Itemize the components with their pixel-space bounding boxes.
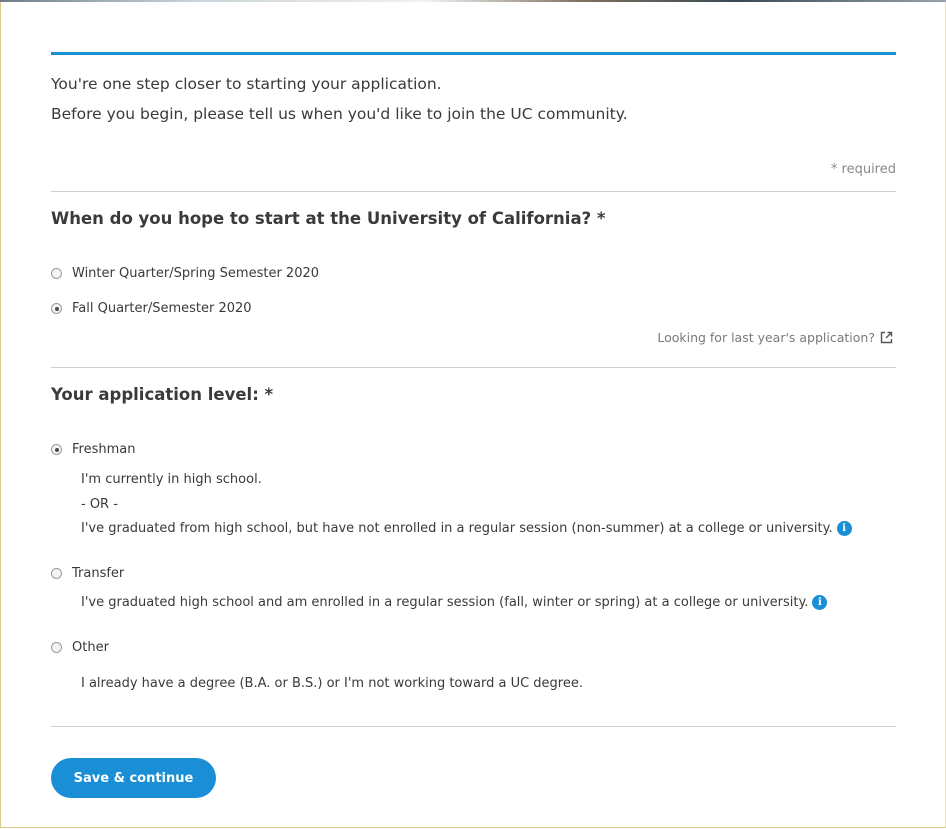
page-frame	[0, 2, 946, 828]
transfer-desc	[81, 595, 827, 610]
intro-line-2: Before you begin, please tell us when you'd like to join the UC community.	[51, 105, 628, 123]
radio-label: Transfer	[72, 566, 125, 581]
external-link-icon	[880, 331, 893, 344]
radio-button[interactable]	[51, 642, 62, 653]
radio-other[interactable]	[51, 640, 109, 655]
radio-label: Winter Quarter/Spring Semester 2020	[72, 266, 320, 281]
divider	[51, 726, 896, 727]
radio-button[interactable]	[51, 444, 62, 455]
intro-line-1: You're one step closer to starting your application.	[51, 75, 442, 93]
freshman-desc-or	[81, 497, 118, 512]
radio-fall-2020[interactable]	[51, 301, 252, 316]
last-year-link-label: Looking for last year's application?	[657, 330, 875, 345]
save-continue-button[interactable]: Save & continue	[51, 758, 216, 798]
desc-text: I've graduated high school and am enrolled in a regular session (fall, winter or spring) at a college or university.	[81, 595, 809, 610]
desc-text: I'm currently in high school.	[81, 472, 262, 487]
desc-text: I already have a degree (B.A. or B.S.) or I'm not working toward a UC degree.	[81, 676, 583, 691]
radio-freshman[interactable]	[51, 442, 135, 457]
divider	[51, 191, 896, 192]
start-term-question: When do you hope to start at the University of California? *	[51, 209, 606, 228]
radio-label: Fall Quarter/Semester 2020	[72, 301, 252, 316]
desc-text: - OR -	[81, 497, 118, 512]
application-level-question: Your application level: *	[51, 385, 274, 404]
freshman-desc-2	[81, 521, 852, 536]
radio-button[interactable]	[51, 268, 62, 279]
info-icon[interactable]: i	[837, 521, 852, 536]
radio-transfer[interactable]	[51, 566, 124, 581]
required-note: * required	[830, 162, 896, 177]
radio-label: Other	[72, 640, 109, 655]
info-icon[interactable]: i	[812, 595, 827, 610]
last-year-application-link[interactable]	[657, 330, 893, 345]
radio-button[interactable]	[51, 303, 62, 314]
radio-winter-spring-2020[interactable]	[51, 266, 319, 281]
divider	[51, 367, 896, 368]
radio-label: Freshman	[72, 442, 136, 457]
other-desc	[81, 676, 583, 691]
accent-rule	[51, 52, 896, 55]
radio-button[interactable]	[51, 568, 62, 579]
freshman-desc-1	[81, 472, 262, 487]
desc-text: I've graduated from high school, but have not enrolled in a regular session (non-summer) at a college or university.	[81, 521, 833, 536]
